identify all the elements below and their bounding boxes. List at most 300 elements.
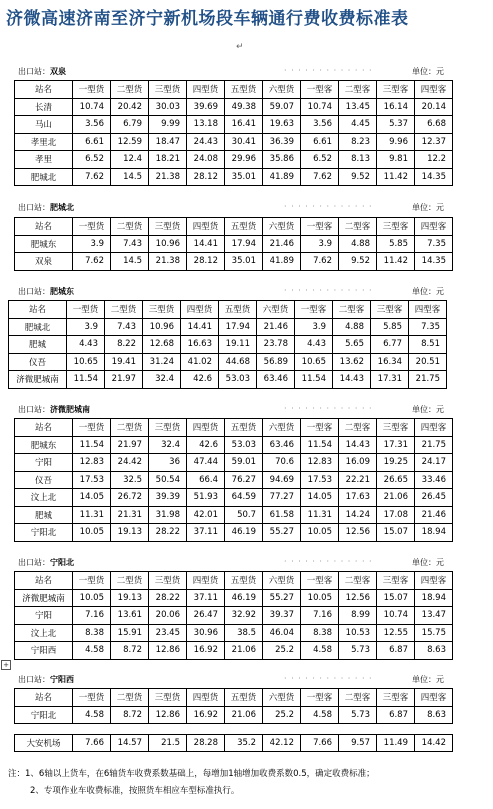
column-header: 三型货	[149, 689, 187, 707]
column-header: 四型货	[187, 689, 225, 707]
column-header: 五型货	[225, 218, 263, 236]
fee-cell: 13.61	[111, 607, 149, 625]
fee-cell: 49.38	[225, 98, 263, 116]
fee-cell: 21.97	[111, 436, 149, 454]
table-move-handle-icon[interactable]: +	[1, 660, 11, 670]
station-name-cell: 肥城北	[9, 318, 67, 336]
fee-cell: 5.65	[333, 336, 371, 354]
fee-cell: 11.54	[295, 371, 333, 389]
fee-cell: 12.68	[143, 336, 181, 354]
column-header: 六型货	[263, 572, 301, 590]
column-header: 一型货	[73, 689, 111, 707]
table-row	[9, 353, 447, 371]
fee-cell: 56.89	[257, 353, 295, 371]
fee-cell: 32.5	[111, 471, 149, 489]
fee-cell: 13.18	[187, 116, 225, 134]
column-header: 四型货	[187, 81, 225, 99]
fee-cell: 32.4	[143, 371, 181, 389]
fee-cell: 11.42	[377, 168, 415, 186]
column-header: 五型货	[225, 689, 263, 707]
table-row	[15, 436, 453, 454]
fee-cell: 41.02	[181, 353, 219, 371]
unit-label: 单位：元	[412, 558, 444, 567]
fee-cell: 6.52	[73, 151, 111, 169]
column-header: 六型货	[263, 419, 301, 437]
fee-cell: 9.52	[339, 168, 377, 186]
fee-cell: 8.51	[409, 336, 447, 354]
table-row	[15, 98, 453, 116]
fee-table	[14, 217, 453, 271]
table-row	[15, 506, 453, 524]
fee-cell: 9.81	[377, 151, 415, 169]
fee-cell: 3.9	[295, 318, 333, 336]
fee-cell: 9.52	[339, 253, 377, 271]
fee-cell: 14.35	[415, 168, 453, 186]
fee-cell: 7.66	[301, 735, 339, 752]
fee-cell: 17.94	[219, 318, 257, 336]
column-header: 三型客	[377, 218, 415, 236]
fee-cell: 41.89	[263, 253, 301, 271]
fee-cell: 17.31	[371, 371, 409, 389]
fee-cell: 29.96	[225, 151, 263, 169]
fee-cell: 11.54	[67, 371, 105, 389]
note-line-2: 2、专项作业车收费标准，按照货车相应车型标准执行。	[30, 786, 240, 796]
fee-cell: 18.94	[415, 589, 453, 607]
unit-label: 单位：元	[412, 675, 444, 684]
column-header: 四型货	[187, 572, 225, 590]
fee-cell: 46.19	[225, 524, 263, 542]
column-header: 六型货	[263, 218, 301, 236]
station-name-cell: 孝里北	[15, 133, 73, 151]
column-header: 四型客	[415, 218, 453, 236]
fee-cell: 26.47	[187, 607, 225, 625]
fee-cell: 18.47	[149, 133, 187, 151]
fee-cell: 35.86	[263, 151, 301, 169]
fee-cell: 12.56	[339, 589, 377, 607]
station-name-cell: 宁阳	[15, 607, 73, 625]
station-name-cell: 肥城东	[15, 235, 73, 253]
fee-cell: 10.05	[301, 589, 339, 607]
fee-cell: 26.45	[415, 489, 453, 507]
fee-cell: 63.46	[263, 436, 301, 454]
column-header: 二型客	[339, 218, 377, 236]
fee-cell: 21.06	[377, 489, 415, 507]
fee-cell: 4.88	[339, 235, 377, 253]
fee-cell: 28.22	[149, 524, 187, 542]
table-header-row	[15, 419, 453, 437]
fee-table	[14, 688, 453, 724]
fee-cell: 31.24	[143, 353, 181, 371]
column-header-station: 站名	[15, 689, 73, 707]
fee-cell: 10.74	[301, 98, 339, 116]
fee-cell: 5.85	[371, 318, 409, 336]
fee-cell: 55.27	[263, 589, 301, 607]
column-header: 五型货	[225, 81, 263, 99]
fee-cell: 4.58	[73, 642, 111, 660]
fee-cell: 4.58	[73, 706, 111, 724]
column-header: 一型客	[295, 301, 333, 319]
station-name-cell: 大安机场	[15, 735, 73, 752]
fee-cell: 21.46	[263, 235, 301, 253]
fee-cell: 12.4	[111, 151, 149, 169]
fee-cell: 77.27	[263, 489, 301, 507]
fee-cell: 6.52	[301, 151, 339, 169]
fee-cell: 55.27	[263, 524, 301, 542]
table-row	[15, 624, 453, 642]
station-name-cell: 肥城	[15, 506, 73, 524]
fee-cell: 11.54	[73, 436, 111, 454]
column-header: 三型货	[149, 218, 187, 236]
fee-cell: 42.12	[263, 735, 301, 752]
fee-cell: 59.01	[225, 454, 263, 472]
station-name-cell: 宁阳北	[15, 706, 73, 724]
fee-cell: 5.73	[339, 642, 377, 660]
fee-cell: 16.63	[181, 336, 219, 354]
fee-cell: 21.38	[149, 253, 187, 271]
table-row	[15, 168, 453, 186]
exit-station-header	[14, 286, 484, 298]
column-header: 六型货	[263, 689, 301, 707]
fee-cell: 8.72	[111, 642, 149, 660]
table-row	[15, 133, 453, 151]
station-name-cell: 肥城东	[15, 436, 73, 454]
fee-cell: 3.56	[301, 116, 339, 134]
fee-cell: 23.45	[149, 624, 187, 642]
fee-cell: 63.46	[257, 371, 295, 389]
leader-dots: · · · · · · · · · · · · ·	[284, 674, 373, 683]
fee-cell: 17.53	[73, 471, 111, 489]
fee-cell: 14.35	[415, 253, 453, 271]
fee-cell: 21.06	[225, 706, 263, 724]
column-header: 二型货	[105, 301, 143, 319]
airport-fee-table	[14, 734, 453, 752]
paragraph-mark-icon: ↵	[236, 42, 244, 52]
fee-cell: 9.96	[377, 133, 415, 151]
fee-cell: 24.08	[187, 151, 225, 169]
fee-cell: 14.5	[111, 253, 149, 271]
fee-cell: 42.6	[181, 371, 219, 389]
fee-cell: 53.03	[219, 371, 257, 389]
station-name-cell: 济微肥城南	[9, 371, 67, 389]
fee-cell: 15.07	[377, 524, 415, 542]
fee-cell: 14.05	[301, 489, 339, 507]
column-header: 五型货	[225, 419, 263, 437]
column-header: 三型客	[377, 689, 415, 707]
fee-cell: 17.94	[225, 235, 263, 253]
station-name-cell: 肥城	[9, 336, 67, 354]
station-name-cell: 肥城北	[15, 168, 73, 186]
column-header: 一型客	[301, 218, 339, 236]
fee-cell: 12.2	[415, 151, 453, 169]
fee-cell: 21.75	[409, 371, 447, 389]
fee-cell: 66.4	[187, 471, 225, 489]
column-header: 一型货	[73, 572, 111, 590]
fee-cell: 13.47	[415, 607, 453, 625]
table-row	[9, 371, 447, 389]
station-name-cell: 宁阳西	[15, 642, 73, 660]
exit-station-label	[18, 202, 74, 213]
fee-cell: 7.16	[73, 607, 111, 625]
fee-cell: 30.41	[225, 133, 263, 151]
fee-cell: 41.89	[263, 168, 301, 186]
table-row	[15, 706, 453, 724]
fee-cell: 7.35	[415, 235, 453, 253]
exit-station-label	[18, 674, 74, 685]
fee-cell: 14.05	[73, 489, 111, 507]
column-header: 一型客	[301, 572, 339, 590]
fee-cell: 28.22	[149, 589, 187, 607]
fee-cell: 37.11	[187, 589, 225, 607]
table-header-row	[15, 572, 453, 590]
leader-dots: · · · · · · · · · · · · ·	[284, 66, 373, 75]
fee-cell: 15.07	[377, 589, 415, 607]
fee-cell: 24.43	[187, 133, 225, 151]
fee-table	[14, 571, 453, 660]
column-header: 五型货	[219, 301, 257, 319]
column-header-station: 站名	[15, 81, 73, 99]
fee-cell: 9.99	[149, 116, 187, 134]
fee-cell: 3.9	[67, 318, 105, 336]
fee-cell: 21.46	[415, 506, 453, 524]
fee-cell: 42.6	[187, 436, 225, 454]
fee-cell: 17.63	[339, 489, 377, 507]
fee-cell: 25.2	[263, 706, 301, 724]
exit-station-header	[14, 66, 484, 78]
fee-cell: 36	[149, 454, 187, 472]
fee-cell: 24.42	[111, 454, 149, 472]
fee-cell: 4.58	[301, 706, 339, 724]
fee-cell: 12.83	[301, 454, 339, 472]
fee-cell: 8.72	[111, 706, 149, 724]
column-header: 四型客	[415, 81, 453, 99]
column-header-station: 站名	[15, 572, 73, 590]
fee-table	[14, 418, 453, 542]
fee-cell: 12.59	[111, 133, 149, 151]
fee-cell: 47.44	[187, 454, 225, 472]
column-header: 二型客	[339, 689, 377, 707]
fee-cell: 7.62	[301, 168, 339, 186]
table-row	[15, 589, 453, 607]
station-name-cell: 马山	[15, 116, 73, 134]
exit-station-label	[18, 286, 74, 297]
fee-cell: 7.62	[301, 253, 339, 271]
exit-label: 出口站：	[18, 405, 50, 414]
fee-cell: 11.49	[377, 735, 415, 752]
fee-cell: 6.61	[73, 133, 111, 151]
column-header: 二型货	[111, 419, 149, 437]
fee-cell: 10.74	[377, 607, 415, 625]
fee-cell: 6.87	[377, 706, 415, 724]
fee-cell: 51.93	[187, 489, 225, 507]
fee-cell: 46.19	[225, 589, 263, 607]
exit-station-name: 双泉	[50, 67, 66, 76]
fee-cell: 39.69	[187, 98, 225, 116]
fee-cell: 32.92	[225, 607, 263, 625]
exit-station-label	[18, 66, 66, 77]
table-row	[15, 471, 453, 489]
station-name-cell: 济微肥城南	[15, 589, 73, 607]
fee-cell: 8.99	[339, 607, 377, 625]
fee-cell: 5.73	[339, 706, 377, 724]
column-header: 一型货	[73, 419, 111, 437]
table-header-row	[15, 81, 453, 99]
fee-cell: 53.03	[225, 436, 263, 454]
column-header: 二型客	[339, 572, 377, 590]
fee-cell: 4.45	[339, 116, 377, 134]
table-row	[15, 151, 453, 169]
fee-cell: 18.94	[415, 524, 453, 542]
fee-cell: 17.08	[377, 506, 415, 524]
station-name-cell: 仪吾	[9, 353, 67, 371]
fee-cell: 21.75	[415, 436, 453, 454]
fee-cell: 16.92	[187, 706, 225, 724]
fee-cell: 59.07	[263, 98, 301, 116]
fee-cell: 23.78	[257, 336, 295, 354]
table-row	[15, 235, 453, 253]
column-header: 一型货	[73, 218, 111, 236]
leader-dots: · · · · · · · · · · · · ·	[284, 557, 373, 566]
exit-station-label	[18, 404, 90, 415]
fee-cell: 19.11	[219, 336, 257, 354]
unit-label: 单位：元	[412, 67, 444, 76]
fee-cell: 30.96	[187, 624, 225, 642]
table-header-row	[15, 218, 453, 236]
fee-cell: 14.42	[415, 735, 453, 752]
fee-cell: 35.01	[225, 253, 263, 271]
fee-cell: 8.23	[339, 133, 377, 151]
exit-station-name: 济微肥城南	[50, 405, 90, 414]
exit-label: 出口站：	[18, 675, 50, 684]
column-header: 一型货	[67, 301, 105, 319]
exit-station-label	[18, 557, 74, 568]
column-header: 二型客	[339, 419, 377, 437]
table-row	[15, 116, 453, 134]
column-header: 二型货	[111, 81, 149, 99]
table-row	[15, 524, 453, 542]
exit-label: 出口站：	[18, 287, 50, 296]
column-header: 三型货	[149, 419, 187, 437]
fee-cell: 19.13	[111, 524, 149, 542]
table-row	[15, 253, 453, 271]
fee-cell: 9.57	[339, 735, 377, 752]
exit-station-header	[14, 674, 484, 686]
fee-cell: 37.11	[187, 524, 225, 542]
station-name-cell: 汶上北	[15, 624, 73, 642]
fee-cell: 16.41	[225, 116, 263, 134]
fee-cell: 20.06	[149, 607, 187, 625]
note-line-1: 注：1、6轴以上货车，在6轴货车收费系数基础上，每增加1轴增加收费系数0.5，确定收费标准；	[8, 769, 375, 779]
fee-cell: 8.38	[301, 624, 339, 642]
fee-cell: 5.85	[377, 235, 415, 253]
fee-cell: 36.39	[263, 133, 301, 151]
exit-station-name: 宁阳北	[50, 558, 74, 567]
table-row	[15, 735, 453, 752]
column-header: 四型货	[181, 301, 219, 319]
column-header: 六型货	[257, 301, 295, 319]
fee-cell: 76.27	[225, 471, 263, 489]
column-header: 三型货	[149, 81, 187, 99]
fee-table	[14, 80, 453, 186]
exit-label: 出口站：	[18, 558, 50, 567]
fee-cell: 33.46	[415, 471, 453, 489]
fee-cell: 10.74	[73, 98, 111, 116]
fee-cell: 50.7	[225, 506, 263, 524]
fee-cell: 44.68	[219, 353, 257, 371]
fee-cell: 31.98	[149, 506, 187, 524]
fee-cell: 4.58	[301, 642, 339, 660]
fee-cell: 17.53	[301, 471, 339, 489]
fee-cell: 25.2	[263, 642, 301, 660]
column-header: 二型货	[111, 572, 149, 590]
table-row	[15, 489, 453, 507]
station-name-cell: 孝里	[15, 151, 73, 169]
fee-cell: 4.88	[333, 318, 371, 336]
column-header: 四型货	[187, 419, 225, 437]
fee-cell: 8.63	[415, 642, 453, 660]
fee-cell: 20.14	[415, 98, 453, 116]
column-header: 二型客	[339, 81, 377, 99]
fee-cell: 4.43	[67, 336, 105, 354]
fee-cell: 32.4	[149, 436, 187, 454]
fee-cell: 16.14	[377, 98, 415, 116]
fee-cell: 10.05	[301, 524, 339, 542]
fee-cell: 10.96	[143, 318, 181, 336]
unit-label: 单位：元	[412, 287, 444, 296]
station-name-cell: 双泉	[15, 253, 73, 271]
table-row	[9, 318, 447, 336]
column-header: 三型客	[371, 301, 409, 319]
fee-cell: 14.24	[339, 506, 377, 524]
fee-cell: 10.53	[339, 624, 377, 642]
fee-cell: 18.21	[149, 151, 187, 169]
fee-cell: 12.83	[73, 454, 111, 472]
fee-cell: 12.86	[149, 706, 187, 724]
column-header: 一型货	[73, 81, 111, 99]
fee-cell: 8.63	[415, 706, 453, 724]
fee-cell: 26.72	[111, 489, 149, 507]
station-name-cell: 长清	[15, 98, 73, 116]
fee-cell: 64.59	[225, 489, 263, 507]
column-header: 二型货	[111, 218, 149, 236]
fee-cell: 14.43	[339, 436, 377, 454]
fee-cell: 4.43	[295, 336, 333, 354]
fee-cell: 19.41	[105, 353, 143, 371]
fee-cell: 8.38	[73, 624, 111, 642]
fee-cell: 42.01	[187, 506, 225, 524]
leader-dots: · · · · · · · · · · · · ·	[284, 404, 373, 413]
column-header-station: 站名	[9, 301, 67, 319]
fee-cell: 10.96	[149, 235, 187, 253]
fee-cell: 28.28	[187, 735, 225, 752]
fee-cell: 6.87	[377, 642, 415, 660]
table-row	[9, 336, 447, 354]
fee-cell: 3.9	[73, 235, 111, 253]
column-header: 四型货	[187, 218, 225, 236]
fee-cell: 12.55	[377, 624, 415, 642]
fee-cell: 22.21	[339, 471, 377, 489]
column-header: 一型客	[301, 81, 339, 99]
page-title: 济微高速济南至济宁新机场段车辆通行费收费标准表	[6, 9, 409, 29]
fee-cell: 14.41	[187, 235, 225, 253]
exit-station-name: 肥城东	[50, 287, 74, 296]
column-header-station: 站名	[15, 419, 73, 437]
fee-cell: 15.91	[111, 624, 149, 642]
fee-cell: 94.69	[263, 471, 301, 489]
fee-cell: 35.2	[225, 735, 263, 752]
fee-cell: 24.17	[415, 454, 453, 472]
fee-cell: 10.05	[73, 524, 111, 542]
fee-cell: 7.62	[73, 168, 111, 186]
